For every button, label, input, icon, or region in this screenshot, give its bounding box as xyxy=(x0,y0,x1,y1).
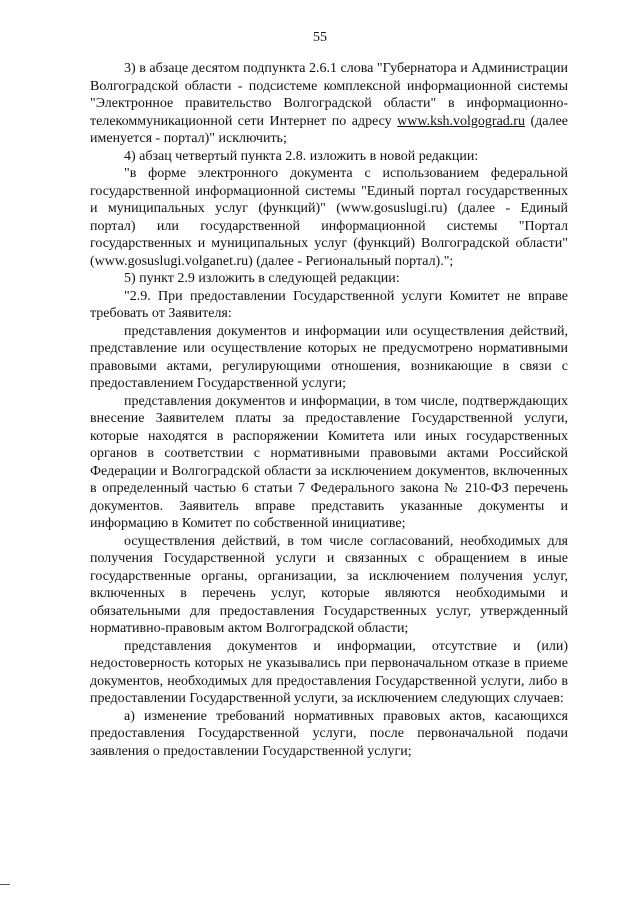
paragraph-requirement-3: осуществления действий, в том числе согласований, необходимых для получения Государственной услуги и связанных с обращением в иные государственные органы, организации, за исключением получения услуг, включенных в перечень услуг, которые являются необходимыми и обязательными для предоставления Государственных услуг, утвержденный нормативно-правовым актом Волгоградской области; xyxy=(90,533,568,636)
paragraph-clause-2-9: "2.9. При предоставлении Государственной услуги Комитет не вправе требовать от Заявителя: xyxy=(90,288,568,321)
portal-link: www.ksh.volgograd.ru xyxy=(397,113,525,129)
paragraph-item-4: 4) абзац четвертый пункта 2.8. изложить в новой редакции: xyxy=(124,148,479,164)
paragraph-case-a: а) изменение требований нормативных правовых актов, касающихся предоставления Государственной услуги, после первоначальной подачи заявления о предоставлении Государственной услуги; xyxy=(90,708,568,759)
page-number: 55 xyxy=(313,30,327,45)
paragraph-item-5: 5) пункт 2.9 изложить в следующей редакции: xyxy=(124,271,400,286)
margin-mark xyxy=(0,884,10,885)
paragraph-requirement-1: представления документов и информации или осуществления действий, представление или осуществление которых не предусмотрено нормативными правовыми актами, регулирующими отношения, возникающие в связи с предоставлением Государственной услуги; xyxy=(90,323,568,391)
paragraph-requirement-2: представления документов и информации, в том числе, подтверждающих внесение Заявителем платы за предоставление Государственной услуги, которые находятся в распоряжении Комитета или иных государственных органов в соответствии с нормативными правовыми актами Российской Федерации и Волгоградской области за исключением документов, включенных в определенный частью 6 статьи 7 Федерального закона № 210-ФЗ перечень документов. Заявитель вправе представить указанные документы и информацию в Комитет по собственной инициативе; xyxy=(90,393,568,531)
paragraph-quote-portal: "в форме электронного документа с использованием федеральной государственной информационной системы "Единый портал государственных и муниципальных услуг (функций)" (www.gosuslugi.ru) (далее - Единый портал) или государственной информационной системы "Портал государственных и муниципальных услуг (функций) Волгоградской области" (www.gosuslugi.volganet.ru) (далее - Региональный портал)."; xyxy=(90,166,568,269)
document-body xyxy=(90,60,568,760)
paragraph-text: 3) в абзаце десятом подпункта 2.6.1 слова "Губернатора и Администрации Волгоградской области - подсистеме комплексной информационной системы "Электронное правительство Волгоградской области" в информационно-телекоммуникационной сети Интернет по адресу xyxy=(90,61,568,129)
paragraph-text: (далее именуется - портал)" исключить; xyxy=(90,113,568,146)
paragraph-requirement-4: представления документов и информации, отсутствие и (или) недостоверность которых не указывались при первоначальном отказе в приеме документов, необходимых для предоставления Государственной услуги, либо в предоставлении Государственной услуги, за исключением следующих случаев: xyxy=(90,638,568,706)
paragraph-item-3 xyxy=(90,60,568,148)
